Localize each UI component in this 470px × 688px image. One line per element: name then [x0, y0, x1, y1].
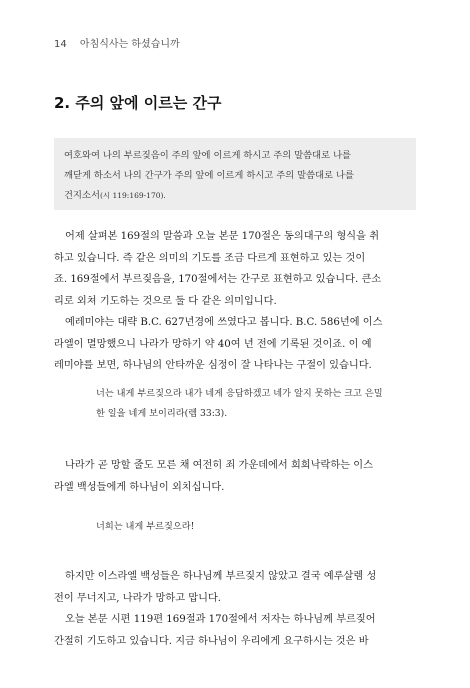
body-line: 하고 있습니다. 즉 같은 의미의 기도를 조금 다르게 표현하고 있는 것이: [54, 252, 366, 264]
epigraph-line: 여호와여 나의 부르짖음이 주의 앞에 이르게 하시고 주의 말씀대로 나를: [64, 150, 352, 161]
running-head: [54, 35, 180, 50]
body-line: 하지만 이스라엘 백성들은 하나님께 부르짖지 않았고 결국 예루살렘 성: [65, 571, 377, 582]
body-line: 전이 무너지고, 나라가 망하고 맙니다.: [54, 592, 222, 604]
body-line: 라엘 백성들에게 하나님이 외치십니다.: [54, 481, 225, 493]
book-title: 아침식사는 하셨습니까: [79, 39, 180, 50]
epigraph-box: [54, 138, 416, 210]
epigraph-line: [64, 186, 406, 206]
body-line: 간절히 기도하고 있습니다. 지금 하나님이 우리에게 요구하시는 것은 바: [54, 635, 369, 647]
body-line: 예레미야는 대략 B.C. 627년경에 쓰였다고 봅니다. B.C. 586년에 이스: [65, 317, 383, 328]
scripture-text: 한 일을 네게 보이리라: [96, 408, 185, 419]
paragraph-5: [54, 609, 420, 652]
body-line: 오늘 본문 시편 119편 169절과 170절에서 저자는 하나님께 부르짖어: [65, 614, 376, 625]
paragraph-1: [54, 226, 420, 312]
body-line: 어제 살펴본 169절의 말씀과 오늘 본문 170절은 동의대구의 형식을 취: [65, 231, 380, 242]
scripture-reference: (렘 33:3).: [184, 408, 228, 419]
paragraph-2: [54, 312, 420, 377]
body-line: 리로 외쳐 기도하는 것으로 둘 다 같은 의미입니다.: [54, 295, 277, 307]
scripture-line: [96, 404, 383, 424]
body-line: 나라가 곧 망할 줄도 모른 채 여전히 죄 가운데에서 희희낙락하는 이스: [65, 460, 373, 471]
epigraph-reference: (시 119:169-170).: [99, 191, 166, 200]
section-title: 2. 주의 앞에 이르는 간구: [54, 94, 222, 112]
epigraph-text: 건지소서: [64, 190, 100, 201]
epigraph-line: 깨닫게 하소서 나의 간구가 주의 앞에 이르게 하시고 주의 말씀대로 나를: [64, 170, 354, 181]
body-line: 라엘이 멸망했으니 나라가 망하기 약 40여 년 전에 기록된 것이죠. 이 예: [54, 338, 372, 350]
scripture-line: 너희는 내게 부르짖으라!: [96, 521, 195, 532]
scripture-line: 너는 내게 부르짖으라 내가 네게 응답하겠고 네가 알지 못하는 크고 은밀: [96, 388, 383, 399]
body-line: 죠. 169절에서 부르짖음을, 170절에서는 간구로 표현하고 있습니다. 큰소: [54, 274, 382, 285]
page-number: 14: [54, 39, 67, 50]
scripture-quote-2: [96, 517, 194, 537]
paragraph-3: [54, 455, 420, 498]
paragraph-4: [54, 566, 420, 609]
body-line: 레미야를 보면, 하나님의 안타까운 심정이 잘 나타나는 구절이 있습니다.: [54, 360, 372, 371]
scripture-quote-1: [96, 384, 383, 424]
